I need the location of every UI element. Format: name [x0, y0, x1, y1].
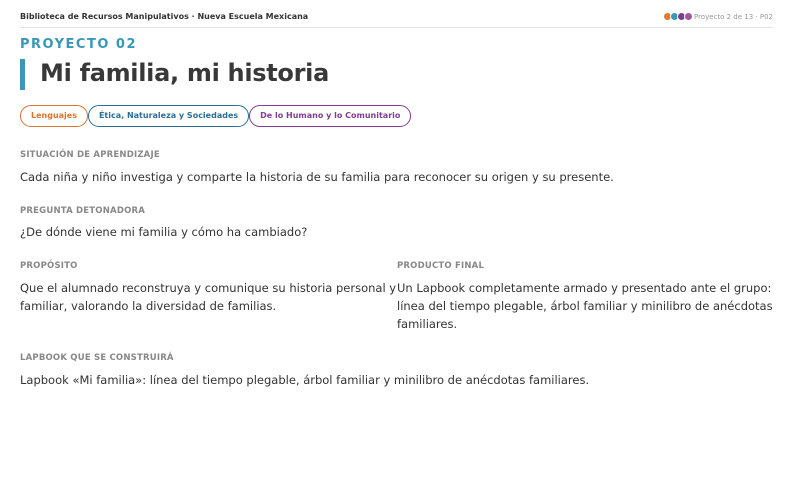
brand-title: Biblioteca de Recursos Manipulativos · Nueva Escuela Mexicana: [20, 12, 309, 21]
producto-text: Un Lapbook completamente armado y presentado ante el grupo: línea del tiempo plegable, árbol familiar y minilibro de anécdotas familiares.: [397, 281, 773, 331]
field-chip-humano: De lo Humano y lo Comunitario: [249, 105, 411, 127]
situacion-text: Cada niña y niño investiga y comparte la historia de su familia para reconocer su origen y su presente.: [20, 170, 614, 184]
page-indicator-group: [663, 12, 773, 21]
lapbook-text: Lapbook «Mi familia»: línea del tiempo plegable, árbol familiar y minilibro de anécdotas familiares.: [20, 373, 590, 387]
top-bar: [20, 9, 773, 28]
pregunta-text: ¿De dónde viene mi familia y cómo ha cambiado?: [20, 225, 308, 239]
project-kicker: PROYECTO 02: [20, 37, 137, 52]
pregunta-label: PREGUNTA DETONADORA: [20, 206, 146, 216]
lapbook-label: LAPBOOK QUE SE CONSTRUIRÁ: [20, 353, 174, 363]
field-chip-etica: Ética, Naturaleza y Sociedades: [88, 105, 249, 127]
page-title: Mi familia, mi historia: [40, 59, 329, 87]
proposito-label: PROPÓSITO: [20, 261, 78, 271]
color-dots-icon: [663, 12, 693, 21]
field-chip-lenguajes: Lenguajes: [20, 105, 88, 127]
situacion-label: SITUACIÓN DE APRENDIZAJE: [20, 150, 160, 160]
producto-label: PRODUCTO FINAL: [397, 261, 485, 271]
dot-icon: [684, 12, 693, 21]
page-indicator: Proyecto 2 de 13 · P02: [693, 12, 773, 21]
proposito-text: Que el alumnado reconstruya y comunique su historia personal y familiar, valorando la diversidad de familias.: [20, 281, 397, 313]
field-chips: [20, 105, 411, 127]
title-accent-bar: [20, 59, 25, 90]
